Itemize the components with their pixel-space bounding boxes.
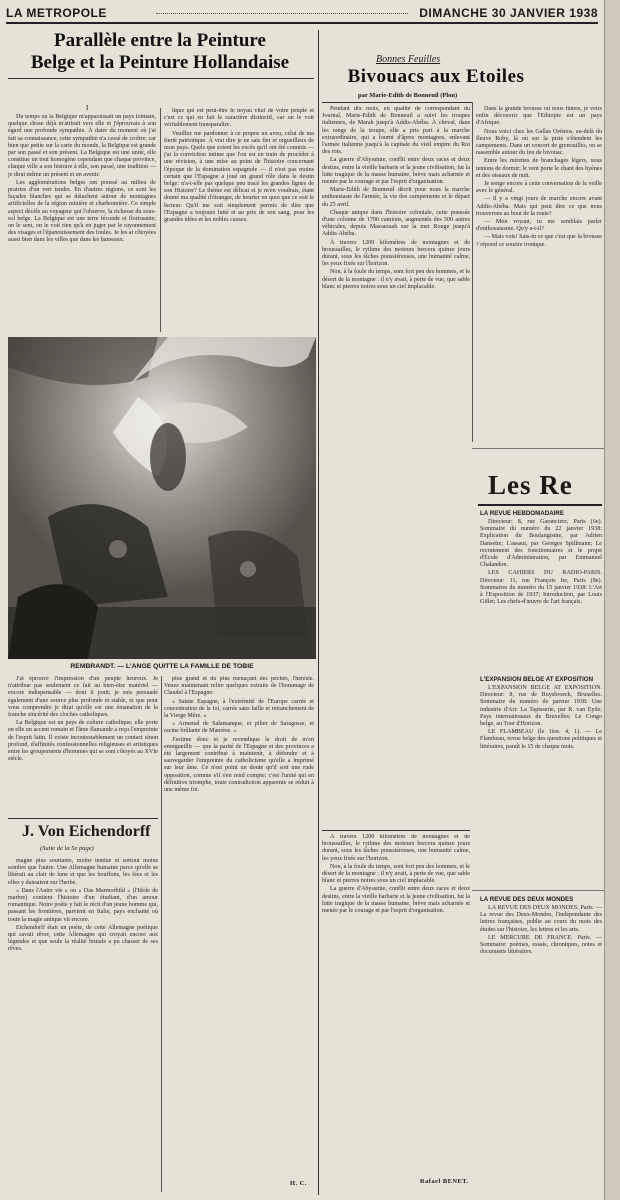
revues-col-upper bbox=[480, 519, 602, 669]
paragraph: lique qui est peut-être le noyau vital de votre peuple et c'est ce qui en fait le caractère distinctif, car on le voit véritablement transparaître. bbox=[164, 108, 314, 129]
adjacent-page-edge bbox=[604, 0, 620, 1200]
article-title-line2: Belge et la Peinture Hollandaise bbox=[30, 52, 290, 73]
paragraph: La guerre d'Abyssinie, conflit entre deux races et deux destins, entre la vieille barbarie et la jeune civilisation, fut la lutte tragique de la masse humaine, brève mais acharnée et menée par le courage et par l'esprit d'organisation. bbox=[322, 157, 470, 186]
paragraph: « Armenal de Salamanque, et pilier de Saragosse, et racine brûlante de Manrèse. » bbox=[164, 721, 314, 735]
bivouacs-col1-lower bbox=[322, 834, 470, 1174]
paragraph: Non, à la foule du temps, sont fort peu des hommes, et le désert de la montagne : il n'y avait, à perte de vue, que sable blanc et pierres noires sous un ciel implacable. bbox=[322, 863, 470, 885]
bivouacs-col1 bbox=[322, 106, 470, 946]
paragraph: Je songe encore à cette conversation de la veille avec le général. bbox=[476, 181, 602, 195]
paragraph: Marie-Edith de Bonneuil décrit pour nous la marche enthousiaste de l'armée, la vie des campements et le départ du 25 avril. bbox=[322, 187, 470, 208]
signature-benet: Rafael BENET. bbox=[420, 1178, 469, 1185]
column-divider bbox=[160, 108, 161, 332]
title-rule bbox=[8, 78, 314, 79]
paragraph: J'estime donc et je revendique le droit de m'en enorgueillir — que la parité de l'Espagne et des provinces a été largement contribué à maintenir, à défendre et à sauvegarder l'empreinte du catholicisme qu'elle a imprimé sur leur âme. Ce n'est point un doute qu'il soit une rude opposition, comme s'il s'en rend compte: c'est l'unité qui en définitive triomphe, toute contradiction apparente se réduit à une même foi. bbox=[164, 736, 314, 794]
column-divider bbox=[161, 676, 162, 1192]
paragraph: — Il y a vingt jours de marche encore avant Addis-Abéba. Mais qui peut dire ce que nous trouverons au bout de la route? bbox=[476, 196, 602, 217]
paragraph: magne plus souriante, moins tendue et surtout moins sombre que l'autre. Une Allemagne humaine parce qu'elle se libérait au clair de lune et que les bouffons, les fées et les elfes y dansaient sur l'herbe. bbox=[8, 858, 158, 886]
illustration-caption: REMBRANDT. — L'ANGE QUITTE LA FAMILLE DE TOBIE bbox=[70, 663, 254, 670]
revue-deux-mondes-heading: LA REVUE DES DEUX MONDES bbox=[480, 896, 574, 903]
masthead-rule bbox=[156, 13, 408, 14]
clipping-edge bbox=[472, 448, 604, 449]
paragraph: LA REVUE DES DEUX MONDES. Paris. — La revue des Deux-Mondes, l'indépendante des lettres françaises, publie au cours du mois des études sur l'histoire, les lettres et les arts. bbox=[480, 905, 602, 933]
revues-col-middle bbox=[480, 685, 602, 885]
paragraph: plus grand et du plus menaçant des péchés, l'hérésie. Venez maintenant relire quelques extraits de l'hommage de Claudel à l'Espagne: bbox=[164, 676, 314, 697]
eichendorff-title: J. Von Eichendorff bbox=[22, 823, 151, 840]
paragraph: — Mais vois! Sais-tu ce que c'est que la brousse ? répond ce sourire ironique. bbox=[476, 234, 602, 248]
section-rule bbox=[8, 818, 158, 819]
paragraph: À travers 1200 kilomètres de montagnes et de broussailles, le rythme des moteurs bercera quinze jours durant, sous les tâches poussiéreuses, une humanité calme, les yeux fixés sur l'horizon. bbox=[322, 834, 470, 862]
page-divider bbox=[318, 30, 319, 1195]
paper-name: LA METROPOLE bbox=[6, 6, 107, 20]
heading-rule bbox=[478, 504, 602, 506]
paragraph: J'ai éprouvé l'impression d'un peuple heureux. Je n'attribue pas seulement ce fait au bien-être matériel — encore indispensable — dont il jouit; je suis persuadé également d'une source plus profonde et stable, et que pour vous comprendre je dirai qu'elle est une émanation de la franche sincérité des cloches catholiques. bbox=[8, 676, 158, 719]
paragraph: Les agglomérations belges ont poussé au milieu de prairies d'un vert tendre. En d'autres régions, ce sont les façades blanches qui se détachent autour de montagnes artificielles de la région minière et charbonnière. Ce simple aspect décèle au voyageur qui l'observe, la richesse du sous-sol belge. La Belgique est une terre féconde et florissante; on le sent, on le voit rien qu'à en juger par le rayonnement des visages et l'épanouissement des foules. Je les ai côtoyées aussi bien dans les villes que dans les hameaux. bbox=[8, 179, 156, 244]
paragraph: Veuillez me pardonner à ce propos un aveu, celui de ma fierté patriotique. À vrai dire je ne sais fier et orgueilleux de mon pays. Quels que soient les excès qu'il ont été commis — j'ai la conviction intime que l'on est en train de procéder à une révision, à une mise au point de l'histoire concernant l'époque de la domination espagnole — il n'est pas moins certain que l'Espagne a joué un grand rôle dans le destin belge: n'a-t-elle pas quelque peu tracé les grandes lignes de son Histoire? Le thème est délicat et je m'en voudrais, étant donné ma qualité d'étranger, de heurter en quoi que ce soit le lecteur. Qu'il me soit simplement permis de dire que l'Espagne a toujours lutté et au prix de son sang, pour les grandes idées et les nobles causes. bbox=[164, 130, 314, 224]
paragraph: Chaque unique dans l'histoire coloniale, cette poussée d'une colonne de 1700 camions, augmentés des 500 autres véhicules, depuis Massaouah sur la mer Rouge jusqu'à Addis-Abéba. bbox=[322, 209, 470, 238]
paragraph: À travers 1200 kilomètres de montagnes et de broussailles, le rythme des moteurs bercera quinze jours durant, sous les tâches poussiéreuses, une humanité calme, les yeux fixés sur l'horizon. bbox=[322, 239, 470, 268]
article-col2-upper bbox=[164, 108, 314, 334]
les-revues-heading: Les Re bbox=[488, 470, 573, 500]
paragraph: Du temps où la Belgique m'apparaissait un pays lointain, quelque chose déjà m'attirait vers elle et j'éprouvais à son égard une profonde sympathie. À dater du moment où j'ai fait sa connaissance, cette sympathie n'a cessé de croître; car bien que petite sur la carte du monde, la Belgique est grande par son passé et son présent. La Belgique est une unité, elle constitue un tout homogène cependant que chaque province, chaque ville a son histoire à elle, son passé, une tradition — je dirai même un présent et un avenir. bbox=[8, 114, 156, 178]
section-numeral: I bbox=[86, 104, 89, 112]
signature-hc: H. C. bbox=[290, 1180, 307, 1187]
article-col1-lower bbox=[8, 676, 158, 816]
revue-hebdomadaire-heading: LA REVUE HEBDOMADAIRE bbox=[480, 510, 564, 517]
article-col1-upper bbox=[8, 114, 156, 334]
paragraph: LE MERCURE DE FRANCE. Paris. — Sommaire: poèmes, essais, chroniques, notes et documents littéraires. bbox=[480, 934, 602, 956]
clipping-edge bbox=[472, 890, 604, 891]
paragraph: LES CAHIERS DU RADIO-PARIS. Directeur: 11, rue François Ier, Paris (8e). Sommaires du numéro du 15 janvier 1938: L'Art à l'Exposition de 1937; Introduction, par Louis Gillet; Les chefs-d'œuvre de l'art français. bbox=[480, 570, 602, 606]
paragraph: La Belgique est un pays de culture catholique; elle porte en elle un accent romain et l'âme flamande a reçu l'empreinte de l'esprit latin. Il existe incontestablement un contact sinon profond, d'affinités confessionnelles religieuses et artistiques entre les groupements d'hommes qui se sont côtoyés au XVIe siècle. bbox=[8, 720, 158, 763]
bivouacs-byline: par Marie-Edith de Bonneuil (Plon) bbox=[358, 92, 458, 99]
paragraph: L'EXPANSION BELGE AT EXPOSITION. Directeur: 8, rue de Ruysbroeck, Bruxelles. Sommaire du numéro de janvier 1938: Une industrie d'Art: La Tapisserie, par R. van Eyde; Pays internationaux de Bruxelles; Le Congo belge, au Tour d'Horizon. bbox=[480, 685, 602, 728]
paragraph: « Sainte Espagne, à l'extrémité de l'Europe carrée et concentration de la foi, carrée sans faille et retranchement de la Vierge Mère. » bbox=[164, 698, 314, 720]
article-title bbox=[14, 30, 306, 74]
paragraph: Nous voici chez les Gallas Orémos, au-delà du fleuve Roby, là où sur la piste s'étendent les campements. Dans un concert de grenouilles, on se rassemble autour du feu de bivouac. bbox=[476, 128, 602, 157]
bonnes-feuilles-label: Bonnes Feuilles bbox=[376, 54, 441, 65]
paragraph: « Dans l'Autre vie » ou « Das Marmorbild » (l'Idole de marbre) contient l'histoire d'un étudiant, d'un amour romantique. Notre poète y fait le récit d'un jeune homme qui, passant les frontières, parvient en Italie, pays enchanté où toute la magie antique vit encore. bbox=[8, 887, 158, 923]
angel-painting-image bbox=[8, 337, 316, 659]
paragraph: Pendant dix mois, en qualité de correspondant du Journal, Marie-Edith de Bonneuil a suivi les troupes italiennes, de Marah jusqu'à Addis-Abéba. À cheval, dans les rangs de la troupe, elle a pris part à la marche extraordinaire, qui a fourni d'âpres montagnes, enlevant l'armée italienne jusqu'à la capitale du vieil empire du Roi des rois. bbox=[322, 106, 470, 156]
rembrandt-illustration bbox=[8, 337, 316, 659]
eichendorff-subtitle: (Suite de la 5e page) bbox=[40, 845, 94, 852]
byline-rule bbox=[322, 102, 472, 103]
paragraph: Entre les mirettes de branchages légers, nous tentons de dormir; le vent porte le chant des hyènes et des oiseaux de nuit. bbox=[476, 158, 602, 179]
eichendorff-body bbox=[8, 858, 158, 1188]
section-rule bbox=[322, 830, 470, 831]
column-divider bbox=[472, 102, 473, 442]
paragraph: Directeur: 8, rue Garancière, Paris (6e). Sommaire du numéro du 22 janvier 1938: Explication du Boulangisme, par Adrien Dansette; L'assaut, par Georges Spillmann; Le recrutement des fonctionnaires et le projet d'École d'Administration, par Emmanuel Chalandon. bbox=[480, 519, 602, 569]
bivouacs-title: Bivouacs aux Etoiles bbox=[347, 66, 525, 87]
revues-col-lower bbox=[480, 905, 602, 1190]
article-title-line1: Parallèle entre la Peinture bbox=[54, 30, 266, 51]
paragraph: Eichendorff était un poète, de cette Allemagne poétique qui savait rêver, cette Allemagne qui croyait encore aux légendes et que seule la réalité brutale a pu chasser de ses rêves. bbox=[8, 924, 158, 953]
paragraph: Dans la grande brousse où nous fûmes, je veux enfin découvrir que l'Ethiopie est un pays d'Afrique. bbox=[476, 106, 602, 127]
paragraph: LE FLAMBEAU (le 1ère. 4, 1). — Le Flambeau, revue belge des questions politiques et littéraires, paraît le 15 de chaque mois. bbox=[480, 729, 602, 750]
masthead bbox=[6, 4, 598, 24]
paragraph: La guerre d'Abyssinie, conflit entre deux races et deux destins, entre la vieille barbarie et la jeune civilisation, fut la lutte tragique de la masse humaine, brève mais acharnée et menée par le courage et par l'esprit d'organisation. bbox=[322, 886, 470, 915]
paragraph: — Mon voyant, tu me semblais parler d'enthousiasme. Qu'y a-t-il? bbox=[476, 219, 602, 233]
issue-date: DIMANCHE 30 JANVIER 1938 bbox=[419, 6, 598, 20]
bivouacs-col2 bbox=[476, 106, 602, 446]
article-col2-lower bbox=[164, 676, 314, 1176]
expansion-belge-heading: L'EXPANSION BELGE AT EXPOSITION bbox=[480, 676, 594, 683]
paragraph: Non, à la foule du temps, sont fort peu des hommes, et le désert de la montagne : il n'y avait, à perte de vue, que sable blanc et pierres noires sous un ciel implacable. bbox=[322, 269, 470, 290]
